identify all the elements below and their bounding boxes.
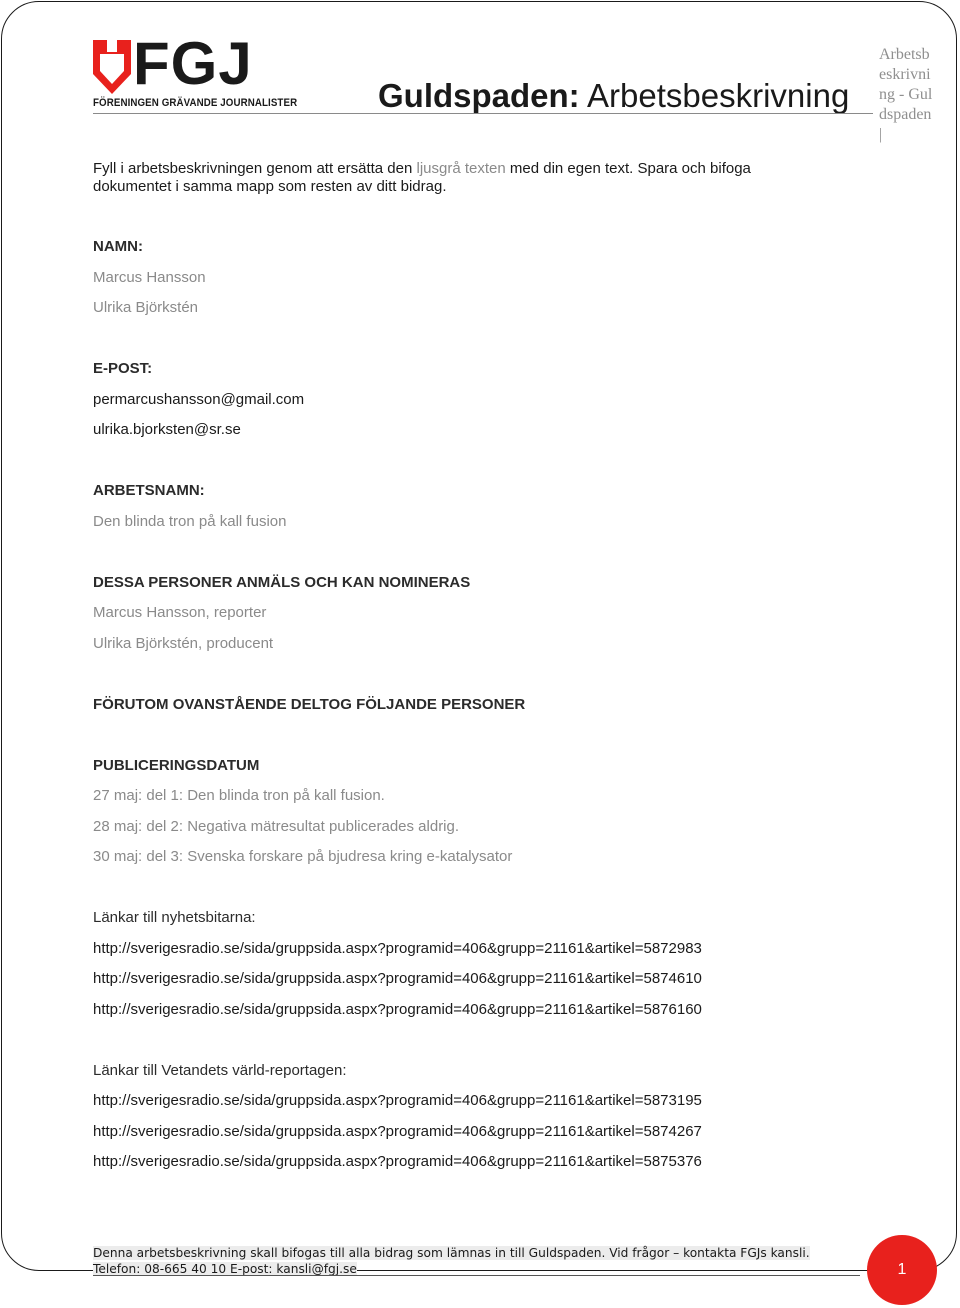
nominerade-value-2[interactable]: Ulrika Björkstén, producent — [93, 634, 274, 652]
nyhetslank-1[interactable]: http://sverigesradio.se/sida/gruppsida.aspx?programid=406&grupp=21161&artikel=5872983 — [93, 939, 702, 957]
vetandelankar-heading: Länkar till Vetandets värld-reportagen: — [93, 1061, 347, 1079]
publicering-heading: PUBLICERINGSDATUM — [93, 756, 260, 774]
epost-value-2[interactable]: ulrika.bjorksten@sr.se — [93, 421, 241, 438]
footer-divider — [93, 1275, 860, 1276]
vetandelank-2[interactable]: http://sverigesradio.se/sida/gruppsida.aspx?programid=406&grupp=21161&artikel=5874267 — [93, 1122, 702, 1140]
instructions-text-end: med din egen text. Spara och bifoga dokumentet i samma mapp som resten av ditt bidrag. — [93, 160, 751, 195]
arbetsnamn-heading: ARBETSNAMN: — [93, 482, 205, 499]
title-rest-part: Arbetsbeskrivning — [579, 77, 850, 114]
publicering-value-3[interactable]: 30 maj: del 3: Svenska forskare på bjudresa kring e-katalysator — [93, 848, 513, 865]
instructions-highlight: ljusgrå texten — [416, 160, 506, 177]
title-divider — [93, 113, 873, 114]
logo-wordmark: FGJ — [133, 30, 253, 97]
nyhetslank-3[interactable]: http://sverigesradio.se/sida/gruppsida.aspx?programid=406&grupp=21161&artikel=5876160 — [93, 1000, 702, 1018]
title-bold-part: Guldspaden: — [378, 77, 580, 114]
page-number-badge: 1 — [867, 1235, 937, 1305]
document-title — [378, 76, 849, 116]
publicering-value-2[interactable]: 28 maj: del 2: Negativa mätresultat publicerades aldrig. — [93, 817, 460, 835]
footer-line-2: Telefon: 08-665 40 10 E-post: kansli@fgj.se — [93, 1261, 357, 1276]
form-content — [93, 237, 853, 1183]
namn-value-2[interactable]: Ulrika Björkstén — [93, 299, 199, 316]
logo-subtitle: FÖRENINGEN GRÄVANDE JOURNALISTER — [93, 97, 298, 109]
epost-value-1[interactable]: permarcushansson@gmail.com — [93, 390, 305, 408]
epost-heading: E-POST: — [93, 360, 153, 377]
vetandelank-1[interactable]: http://sverigesradio.se/sida/gruppsida.aspx?programid=406&grupp=21161&artikel=5873195 — [93, 1092, 702, 1109]
fgj-logo — [93, 30, 298, 112]
footer — [93, 1246, 810, 1277]
ovriga-heading: FÖRUTOM OVANSTÅENDE DELTOG FÖLJANDE PERSONER — [93, 695, 526, 713]
vetandelank-3[interactable]: http://sverigesradio.se/sida/gruppsida.aspx?programid=406&grupp=21161&artikel=5875376 — [93, 1153, 702, 1170]
nyhetslankar-heading: Länkar till nyhetsbitarna: — [93, 909, 256, 926]
arbetsnamn-value[interactable]: Den blinda tron på kall fusion — [93, 512, 287, 530]
shield-icon — [93, 40, 131, 96]
namn-value-1[interactable]: Marcus Hansson — [93, 268, 206, 286]
nyhetslank-2[interactable]: http://sverigesradio.se/sida/gruppsida.aspx?programid=406&grupp=21161&artikel=5874610 — [93, 970, 702, 987]
nominerade-value-1[interactable]: Marcus Hansson, reporter — [93, 604, 267, 621]
header-side-field: Arbetsbeskrivning - Guldspaden | — [879, 46, 933, 143]
nominerade-heading: DESSA PERSONER ANMÄLS OCH KAN NOMINERAS — [93, 573, 471, 591]
footer-line-1: Denna arbetsbeskrivning skall bifogas till alla bidrag som lämnas in till Guldspaden. Vid frågor – kontakta FGJs kansli. — [93, 1246, 810, 1260]
instructions — [93, 160, 833, 196]
instructions-text: Fyll i arbetsbeskrivningen genom att ersätta den — [93, 160, 417, 177]
publicering-value-1[interactable]: 27 maj: del 1: Den blinda tron på kall fusion. — [93, 787, 385, 804]
namn-heading: NAMN: — [93, 238, 143, 255]
